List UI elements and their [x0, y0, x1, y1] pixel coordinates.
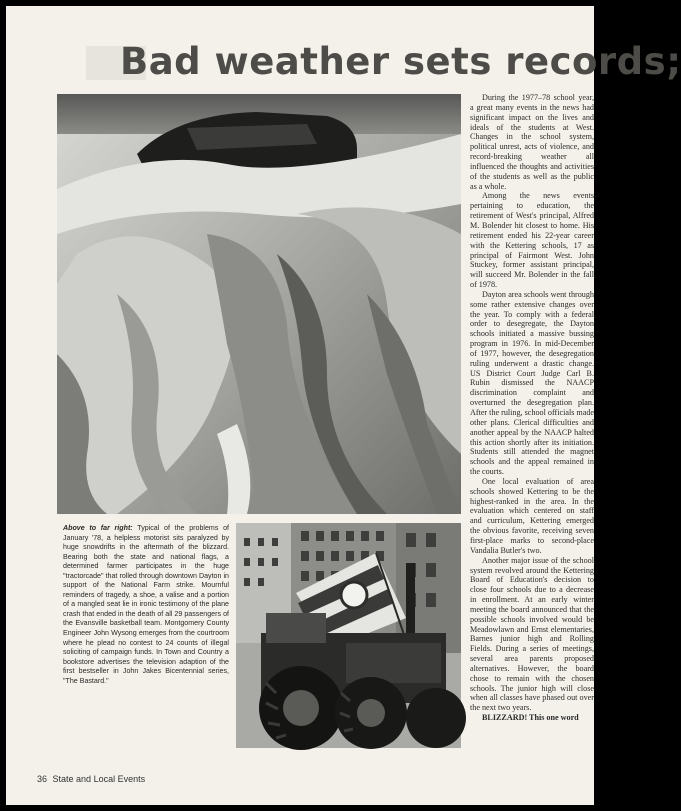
page-footer	[37, 774, 145, 784]
page-headline: Bad weather sets records;	[120, 40, 681, 83]
yearbook-page	[6, 6, 681, 805]
body-paragraph-tail: BLIZZARD! This one word	[482, 713, 579, 723]
body-paragraph: One local evaluation of area schools showed Kettering to be the highest-ranked in the area. In the evaluation which centered on staff and curriculum, Kettering emerged the obvious favorite, receiving seven first-place marks to second-place Vandalia Butler's two.	[470, 476, 594, 555]
body-paragraph: During the 1977–78 school year, a great many events in the news had significant impact on the lives and ideals of the students at West. Changes in the school system, political unrest, acts of violence, and record-breaking weather all influenced the thoughts and activities of the students as well as the public as a whole.	[470, 93, 594, 191]
article-body	[470, 93, 594, 723]
caption-text: Typical of the problems of January '78, a helpless motorist sits paralyzed by huge snowdrifts in the aftermath of the blizzard. Bearing both the state and national flags, a determined farmer participates in the huge "tractorcade" that rolled through downtown Dayton in support of the National Farm strike. Mournful reminders of tragedy, a shoe, a valise and a portion of a mangled seat lie in ironic testimony of the plane crash that ended in the death of all 29 passengers of the Evansville basketball team. Montgomery County Engineer John Wysong emerges from the courtroom where he plead no contest to 24 counts of illegal soliciting of campaign funds. In Town and Country a bookstore advertises the television adaption of the first bestseller in John Jakes Bicentennial series, "The Bastard."	[63, 524, 229, 685]
section-name: State and Local Events	[52, 774, 146, 784]
tractor-photo	[236, 523, 461, 748]
page-number: 36	[37, 774, 48, 784]
body-paragraph: Another major issue of the school system revolved around the Kettering Board of Education's decision to close four schools due to a decrease in enrollment. At an early winter meeting the board announced that the possible schools involved would be Meadowlawn and Ernst elementaries, Barnes junior high and Rolling Fields. During a series of meetings, several area parents proposed alternatives. However, the board chose to remain with the chosen schools. The junior high will close when all classes have phased out over the next two years.	[470, 555, 594, 713]
photo-caption	[63, 524, 229, 686]
caption-lead: Above to far right:	[63, 524, 133, 532]
tractor-illustration	[236, 523, 461, 748]
snowdrift-illustration	[57, 94, 461, 514]
snowdrift-photo	[57, 94, 461, 514]
body-paragraph: Dayton area schools went through some rather extensive changes over the year. To comply with a federal order to desegregate, the Dayton schools initiated a massive bussing program in 1976. In mid-December of 1977, however, the desegregation ruling underwent a drastic change. US District Court Judge Carl B. Rubin dismissed the NAACP discrimination complaint and overturned the desegregation plan. After the ruling, school officials made other plans. Clerical difficulties and another appeal by the NAACP halted this action shortly after its initiation. Students still attended the magnet schools and the appeal remained in the courts.	[470, 289, 594, 477]
body-paragraph: Among the news events pertaining to education, the retirement of West's principal, Alfred M. Bolender hit closest to home. His retirement ended his 22-year career with the Kettering schools, 17 as principal of Fairmont West. John Stuckey, former assistant principal, will succeed Mr. Bolender in the fall of 1978.	[470, 191, 594, 290]
